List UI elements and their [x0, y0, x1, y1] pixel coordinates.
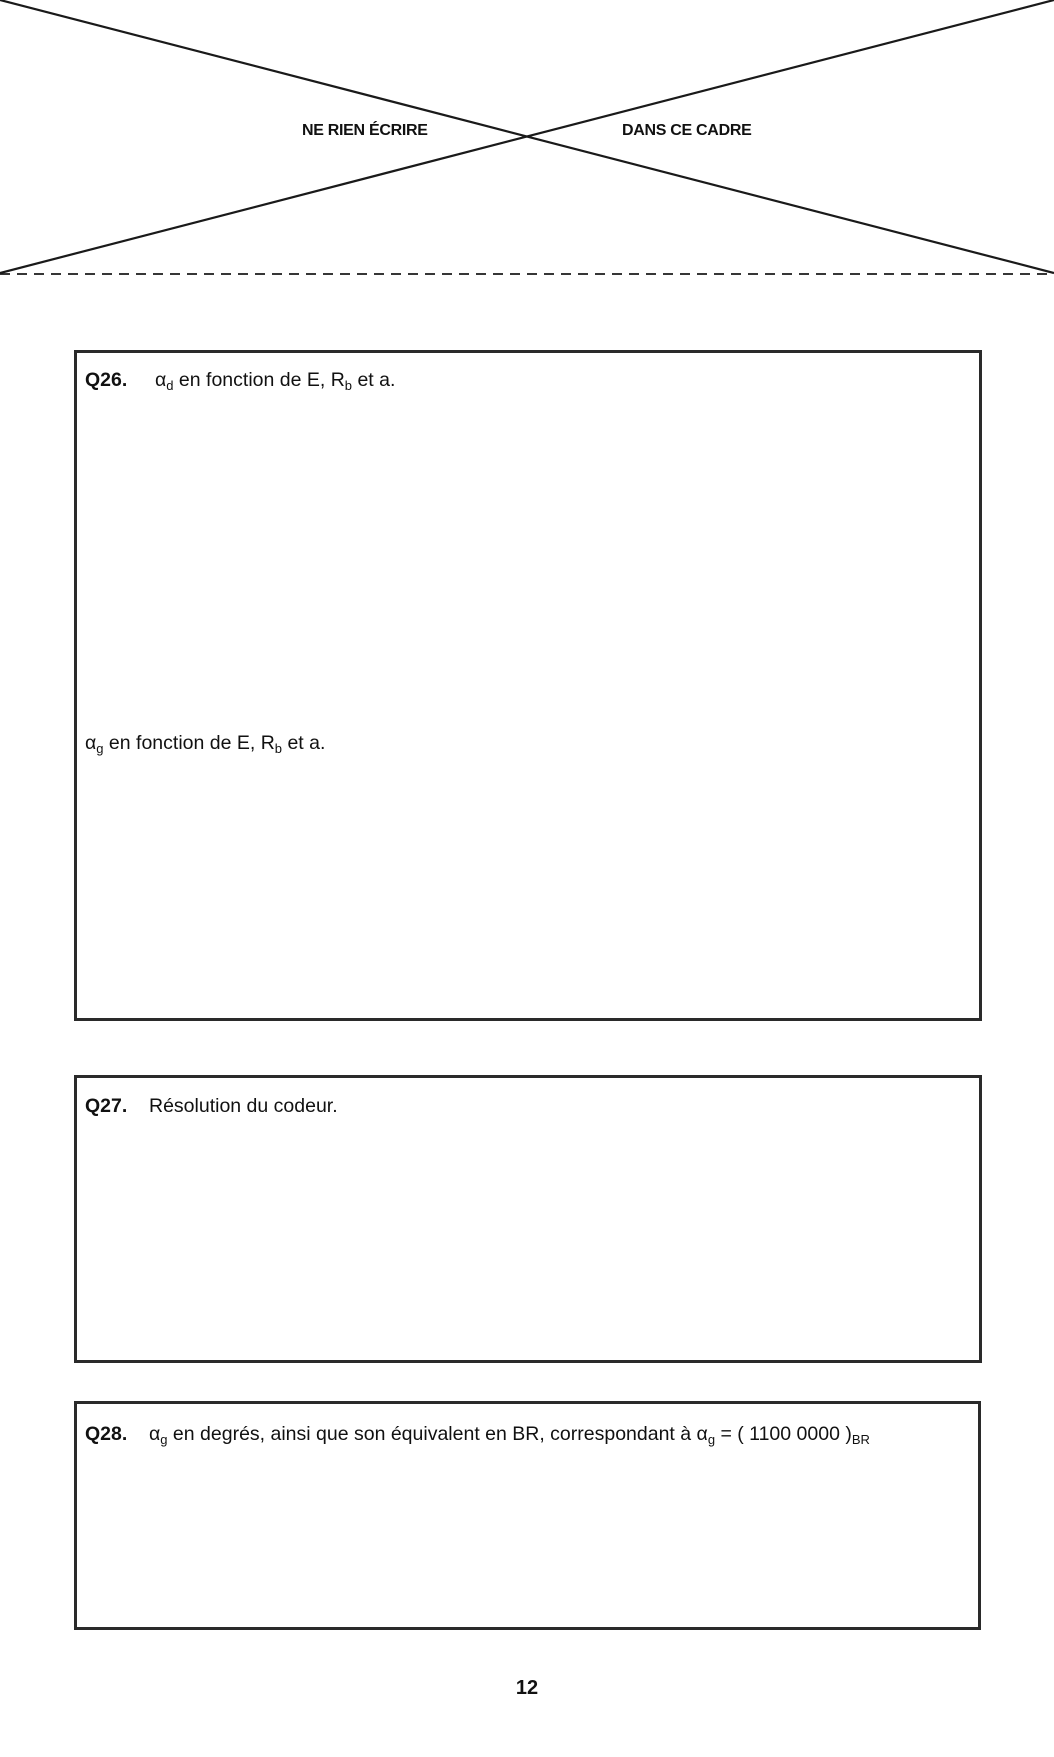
q26-prompt-alpha-g: $\alpha_g$ en fonction de E, $R_b$ et a. — [85, 732, 326, 756]
answer-box-q28[interactable] — [74, 1401, 981, 1630]
answer-box-q27[interactable] — [74, 1075, 982, 1363]
question-number: Q27. — [85, 1095, 128, 1117]
do-not-write-frame — [0, 0, 1054, 280]
answer-box-q26[interactable] — [74, 350, 982, 1021]
question-number: Q28. — [85, 1423, 128, 1445]
q26-prompt-alpha-d: Q26. $\alpha_d$ en fonction de E, $R_b$ et a. — [85, 369, 396, 393]
header-text-left: NE RIEN ÉCRIRE — [302, 122, 428, 139]
page-number: 12 — [515, 1677, 539, 1699]
q27-prompt: Q27. Résolution du codeur. — [85, 1095, 338, 1117]
header-text-right: DANS CE CADRE — [622, 122, 752, 139]
question-number: Q26. — [85, 369, 128, 391]
q28-prompt: Q28. $\alpha_g$ en degrés, ainsi que son équivalent en BR, correspondant à $\alpha_g$ = ( 1100 0000 )$_{BR}$ — [85, 1423, 870, 1447]
